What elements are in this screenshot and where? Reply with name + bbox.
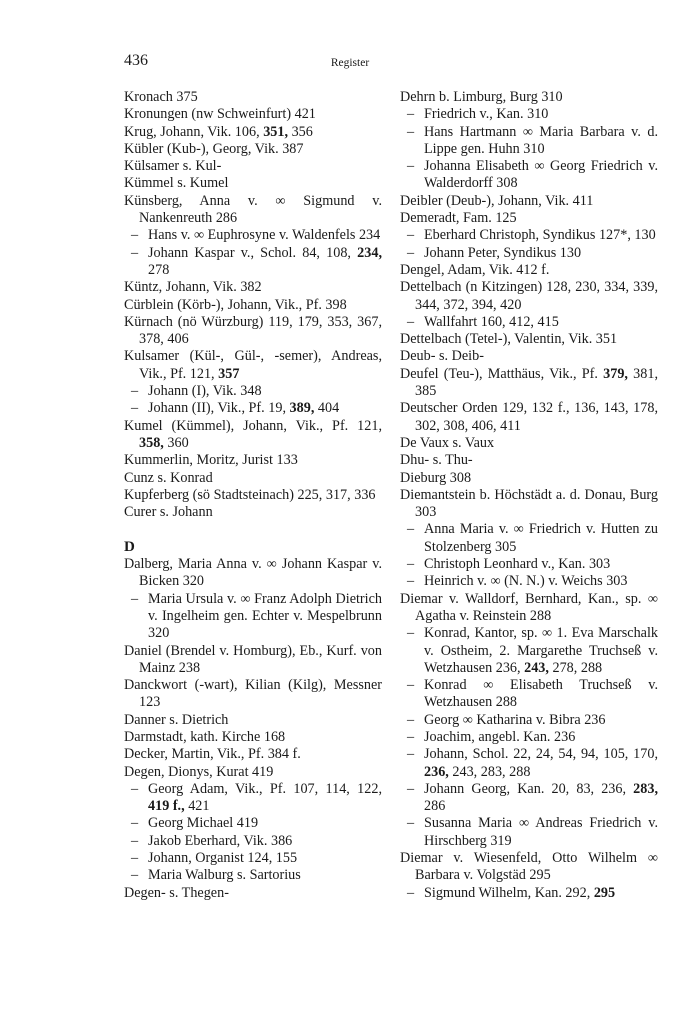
entry-text: Cürblein (Körb-), Johann, Vik., Pf. 398 bbox=[124, 296, 347, 313]
index-subentry bbox=[400, 314, 658, 331]
index-entry bbox=[400, 89, 658, 106]
bold-page-ref: 358, bbox=[139, 434, 164, 451]
entry-text: 278, 288 bbox=[548, 659, 603, 676]
index-subentry bbox=[124, 867, 382, 884]
entry-text: Dehrn b. Limburg, Burg 310 bbox=[400, 89, 563, 105]
index-entry bbox=[124, 106, 382, 123]
index-entry bbox=[124, 279, 382, 296]
entry-text: Dengel, Adam, Vik. 412 f. bbox=[400, 261, 550, 278]
entry-text: Deibler (Deub-), Johann, Vik. 411 bbox=[400, 192, 594, 209]
index-entry bbox=[124, 643, 382, 678]
subentry-dash: – bbox=[131, 400, 139, 417]
index-entry bbox=[400, 435, 658, 452]
index-subentry bbox=[400, 677, 658, 712]
index-column-right bbox=[400, 89, 658, 902]
subentry-dash: – bbox=[407, 313, 415, 330]
subentry-dash: – bbox=[407, 746, 415, 763]
bold-page-ref: 389, bbox=[289, 400, 315, 417]
index-entry bbox=[400, 262, 658, 279]
index-subentry bbox=[400, 625, 658, 677]
index-entry bbox=[124, 314, 382, 349]
subentry-dash: – bbox=[407, 158, 415, 175]
entry-text: Deub- s. Deib- bbox=[400, 348, 484, 365]
index-subentry bbox=[400, 158, 658, 193]
entry-text: Kulsamer (Kül-, Gül-, -semer), Andreas, Vik., Pf. 121, bbox=[124, 348, 382, 382]
entry-text: Diemantstein b. Höchstädt a. d. Donau, Burg 303 bbox=[400, 486, 658, 521]
subentry-dash: – bbox=[407, 884, 415, 901]
index-subentry bbox=[124, 833, 382, 850]
subentry-dash: – bbox=[407, 556, 415, 573]
entry-text: Sigmund Wilhelm, Kan. 292, bbox=[424, 884, 594, 901]
entry-text: Dettelbach (n Kitzingen) 128, 230, 334, 339, 344, 372, 394, 420 bbox=[400, 279, 658, 313]
index-entry bbox=[400, 470, 658, 487]
page-number: 436 bbox=[124, 52, 148, 69]
entry-text: Konrad, Kantor, sp. ∞ 1. Eva Marschalk v. Ostheim, 2. Margarethe Truchseß v. Wetzhausen 236, bbox=[424, 625, 658, 676]
entry-text: Kümmel s. Kumel bbox=[124, 175, 229, 192]
entry-text: Kupferberg (sö Stadtsteinach) 225, 317, 336 bbox=[124, 486, 376, 503]
index-entry bbox=[400, 348, 658, 365]
subentry-dash: – bbox=[131, 383, 139, 400]
bold-page-ref: 419 f., bbox=[148, 798, 185, 815]
entry-text: Cunz s. Konrad bbox=[124, 469, 213, 486]
index-subentry bbox=[400, 227, 658, 244]
entry-text: Dhu- s. Thu- bbox=[400, 452, 473, 469]
index-entry bbox=[124, 297, 382, 314]
index-entry bbox=[400, 591, 658, 626]
bold-page-ref: 379, bbox=[603, 365, 628, 382]
subentry-dash: – bbox=[407, 573, 415, 590]
entry-text: Johann (I), Vik. 348 bbox=[148, 383, 262, 400]
index-subentry bbox=[124, 227, 382, 244]
index-entry bbox=[124, 504, 382, 521]
index-entry bbox=[124, 712, 382, 729]
entry-text: Degen, Dionys, Kurat 419 bbox=[124, 763, 274, 780]
entry-text: Anna Maria v. ∞ Friedrich v. Hutten zu Stolzenberg 305 bbox=[424, 521, 658, 555]
entry-text: Degen- s. Thegen- bbox=[124, 884, 229, 901]
entry-text: 381, 385 bbox=[415, 365, 658, 400]
index-subentry bbox=[400, 729, 658, 746]
subentry-dash: – bbox=[131, 227, 139, 244]
entry-text: Friedrich v., Kan. 310 bbox=[424, 106, 549, 123]
index-entry bbox=[124, 175, 382, 192]
entry-text: Heinrich v. ∞ (N. N.) v. Weichs 303 bbox=[424, 573, 628, 590]
entry-text: Kronungen (nw Schweinfurt) 421 bbox=[124, 106, 316, 123]
bold-page-ref: 357 bbox=[218, 365, 240, 382]
entry-text: Daniel (Brendel v. Homburg), Eb., Kurf. von Mainz 238 bbox=[124, 642, 382, 676]
bold-page-ref: 236, bbox=[424, 763, 449, 780]
spacer bbox=[124, 521, 382, 538]
entry-text: 404 bbox=[314, 400, 340, 417]
subentry-dash: – bbox=[407, 123, 415, 140]
entry-text: Jakob Eberhard, Vik. 386 bbox=[148, 832, 293, 849]
index-subentry bbox=[400, 781, 658, 816]
entry-text: Deutscher Orden 129, 132 f., 136, 143, 178, 302, 308, 406, 411 bbox=[400, 400, 658, 434]
entry-text: Eberhard Christoph, Syndikus 127*, 130 bbox=[424, 227, 656, 244]
entry-text: Kürnach (nö Würzburg) 119, 179, 353, 367, 378, 406 bbox=[124, 313, 382, 348]
index-entry bbox=[124, 487, 382, 504]
index-entry bbox=[400, 487, 658, 522]
index-entry bbox=[400, 193, 658, 210]
entry-text: Dettelbach (Tetel-), Valentin, Vik. 351 bbox=[400, 331, 618, 348]
entry-text: Joachim, angebl. Kan. 236 bbox=[424, 728, 576, 745]
index-entry bbox=[400, 366, 658, 401]
subentry-dash: – bbox=[407, 780, 415, 797]
index-entry bbox=[124, 885, 382, 902]
index-subentry bbox=[124, 245, 382, 280]
index-subentry bbox=[400, 124, 658, 159]
index-subentry bbox=[400, 885, 658, 902]
entry-text: Christoph Leonhard v., Kan. 303 bbox=[424, 556, 611, 573]
entry-text: Johann Georg, Kan. 20, 83, 236, bbox=[424, 780, 634, 797]
index-entry bbox=[400, 210, 658, 227]
subentry-dash: – bbox=[131, 244, 139, 261]
subentry-dash: – bbox=[407, 815, 415, 832]
index-entry bbox=[400, 331, 658, 348]
entry-text: Hans Hartmann ∞ Maria Barbara v. d. Lippe gen. Huhn 310 bbox=[424, 123, 658, 157]
subentry-dash: – bbox=[407, 625, 415, 642]
entry-text: Demeradt, Fam. 125 bbox=[400, 210, 517, 227]
index-entry bbox=[124, 418, 382, 453]
index-entry bbox=[124, 89, 382, 106]
entry-text: Küntz, Johann, Vik. 382 bbox=[124, 279, 262, 296]
section-letter-heading bbox=[124, 539, 382, 556]
entry-text: D bbox=[124, 538, 135, 555]
entry-text: Krug, Johann, Vik. 106, bbox=[124, 123, 264, 140]
entry-text: 356 bbox=[288, 123, 313, 140]
entry-text: Maria Walburg s. Sartorius bbox=[148, 867, 301, 884]
entry-text: De Vaux s. Vaux bbox=[400, 434, 495, 451]
entry-text: Johann Kaspar v., Schol. 84, 108, bbox=[148, 244, 358, 261]
index-subentry bbox=[400, 573, 658, 590]
subentry-dash: – bbox=[131, 850, 139, 867]
entry-text: 421 bbox=[184, 798, 210, 815]
index-entry bbox=[400, 452, 658, 469]
entry-text: 278 bbox=[148, 261, 170, 278]
index-entry bbox=[124, 124, 382, 141]
entry-text: Dalberg, Maria Anna v. ∞ Johann Kaspar v. Bicken 320 bbox=[124, 556, 382, 590]
index-subentry bbox=[400, 106, 658, 123]
index-subentry bbox=[400, 712, 658, 729]
entry-text: Dieburg 308 bbox=[400, 469, 472, 486]
entry-text: Susanna Maria ∞ Andreas Friedrich v. Hirschberg 319 bbox=[424, 815, 658, 849]
entry-text: Deufel (Teu-), Matthäus, Vik., Pf. bbox=[400, 365, 604, 382]
subentry-dash: – bbox=[407, 728, 415, 745]
subentry-dash: – bbox=[131, 780, 139, 797]
entry-text: Johann Peter, Syndikus 130 bbox=[424, 244, 582, 261]
entry-text: 243, 283, 288 bbox=[448, 763, 531, 780]
bold-page-ref: 234, bbox=[357, 244, 382, 261]
entry-text: Danner s. Dietrich bbox=[124, 711, 229, 728]
subentry-dash: – bbox=[407, 227, 415, 244]
subentry-dash: – bbox=[131, 815, 139, 832]
subentry-dash: – bbox=[407, 106, 415, 123]
index-subentry bbox=[124, 383, 382, 400]
entry-text: Diemar v. Walldorf, Bernhard, Kan., sp. ∞ Agatha v. Reinstein 288 bbox=[400, 590, 658, 624]
index-subentry bbox=[400, 746, 658, 781]
entry-text: Kübler (Kub-), Georg, Vik. 387 bbox=[124, 140, 304, 157]
entry-text: Georg Michael 419 bbox=[148, 815, 259, 832]
entry-text: Georg ∞ Katharina v. Bibra 236 bbox=[424, 711, 606, 728]
entry-text: Kumel (Kümmel), Johann, Vik., Pf. 121, bbox=[124, 417, 382, 434]
index-entry bbox=[124, 158, 382, 175]
index-entry bbox=[124, 764, 382, 781]
entry-text: Johann, Organist 124, 155 bbox=[148, 850, 298, 867]
bold-page-ref: 351, bbox=[263, 123, 289, 140]
entry-text: 286 bbox=[424, 798, 446, 815]
index-subentry bbox=[124, 850, 382, 867]
entry-text: Künsberg, Anna v. ∞ Sigmund v. Nankenreuth 286 bbox=[124, 192, 382, 227]
entry-text: Decker, Martin, Vik., Pf. 384 f. bbox=[124, 746, 301, 763]
index-entry bbox=[124, 193, 382, 228]
entry-text: Darmstadt, kath. Kirche 168 bbox=[124, 728, 286, 745]
index-entry bbox=[124, 452, 382, 469]
index-subentry bbox=[124, 781, 382, 816]
entry-text: Külsamer s. Kul- bbox=[124, 158, 222, 175]
subentry-dash: – bbox=[407, 677, 415, 694]
entry-text: Johanna Elisabeth ∞ Georg Friedrich v. Walderdorff 308 bbox=[424, 158, 658, 192]
entry-text: Georg Adam, Vik., Pf. 107, 114, 122, bbox=[148, 780, 382, 797]
entry-text: Konrad ∞ Elisabeth Truchseß v. Wetzhausen 288 bbox=[424, 677, 658, 711]
index-column-left bbox=[124, 89, 382, 902]
index-entry bbox=[124, 348, 382, 383]
index-subentry bbox=[400, 556, 658, 573]
entry-text: Johann, Schol. 22, 24, 54, 94, 105, 170, bbox=[424, 746, 658, 763]
entry-text: Hans v. ∞ Euphrosyne v. Waldenfels 234 bbox=[148, 227, 381, 244]
index-subentry bbox=[400, 245, 658, 262]
index-subentry bbox=[400, 815, 658, 850]
subentry-dash: – bbox=[407, 244, 415, 261]
running-head: Register bbox=[330, 57, 370, 69]
index-entry bbox=[400, 850, 658, 885]
index-subentry bbox=[124, 815, 382, 832]
index-entry bbox=[124, 470, 382, 487]
subentry-dash: – bbox=[131, 832, 139, 849]
index-subentry bbox=[124, 400, 382, 417]
subentry-dash: – bbox=[407, 521, 415, 538]
index-subentry bbox=[400, 521, 658, 556]
index-entry bbox=[124, 141, 382, 158]
subentry-dash: – bbox=[131, 867, 139, 884]
entry-text: Diemar v. Wiesenfeld, Otto Wilhelm ∞ Barbara v. Volgstäd 295 bbox=[400, 850, 658, 884]
entry-text: Wallfahrt 160, 412, 415 bbox=[424, 313, 559, 330]
bold-page-ref: 283, bbox=[633, 780, 658, 797]
index-entry bbox=[124, 729, 382, 746]
bold-page-ref: 295 bbox=[593, 884, 616, 901]
entry-text: Curer s. Johann bbox=[124, 504, 213, 521]
entry-text: 360 bbox=[163, 434, 189, 451]
index-entry bbox=[124, 677, 382, 712]
subentry-dash: – bbox=[407, 711, 415, 728]
entry-text: Kronach 375 bbox=[124, 89, 198, 105]
index-entry bbox=[124, 746, 382, 763]
entry-text: Maria Ursula v. ∞ Franz Adolph Dietrich v. Ingelheim gen. Echter v. Mespelbrunn 320 bbox=[148, 590, 382, 642]
subentry-dash: – bbox=[131, 590, 139, 607]
index-entry bbox=[400, 400, 658, 435]
entry-text: Kummerlin, Moritz, Jurist 133 bbox=[124, 452, 298, 469]
entry-text: Danckwort (-wart), Kilian (Kilg), Messner 123 bbox=[124, 677, 382, 711]
bold-page-ref: 243, bbox=[524, 659, 549, 676]
index-entry bbox=[124, 556, 382, 591]
entry-text: Johann (II), Vik., Pf. 19, bbox=[148, 400, 290, 417]
index-subentry bbox=[124, 591, 382, 643]
index-entry bbox=[400, 279, 658, 314]
